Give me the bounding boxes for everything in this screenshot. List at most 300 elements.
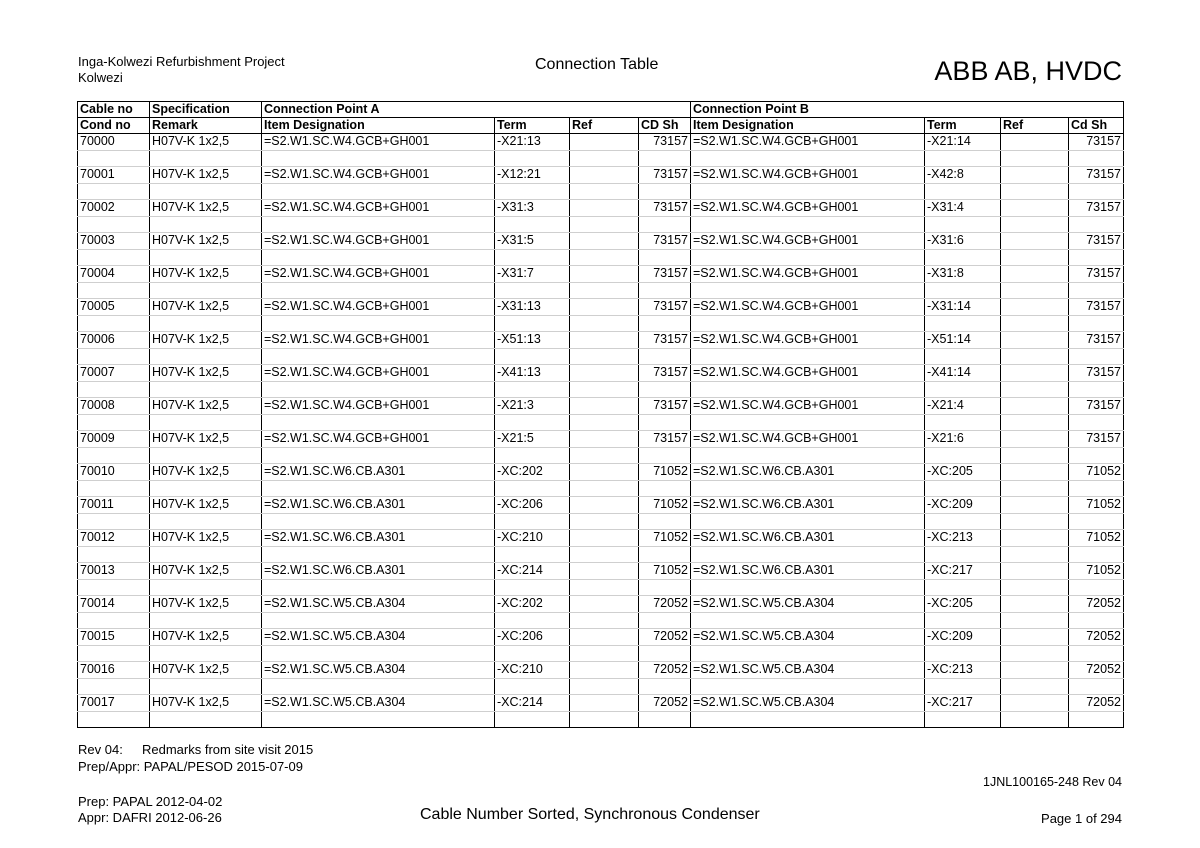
empty-cell xyxy=(78,612,150,629)
empty-cell xyxy=(570,579,639,596)
table-cell: -X21:14 xyxy=(925,134,1001,151)
empty-cell xyxy=(925,282,1001,299)
header-cell xyxy=(570,102,639,118)
empty-cell xyxy=(262,579,495,596)
empty-cell xyxy=(691,348,925,365)
table-cell: =S2.W1.SC.W4.GCB+GH001 xyxy=(262,398,495,415)
empty-cell xyxy=(691,546,925,563)
table-cell: =S2.W1.SC.W6.CB.A301 xyxy=(262,464,495,481)
table-cell xyxy=(570,365,639,382)
table-cell: H07V-K 1x2,5 xyxy=(150,497,262,514)
empty-cell xyxy=(262,315,495,332)
table-cell: 73157 xyxy=(639,134,691,151)
header-cell: Cable no xyxy=(78,102,150,118)
table-cell: -X42:8 xyxy=(925,167,1001,184)
table-cell: 73157 xyxy=(1069,167,1124,184)
table-row xyxy=(78,200,1124,217)
table-cell: 73157 xyxy=(639,299,691,316)
empty-cell xyxy=(150,480,262,497)
table-cell: H07V-K 1x2,5 xyxy=(150,332,262,349)
empty-cell xyxy=(78,348,150,365)
table-cell: 73157 xyxy=(1069,233,1124,250)
empty-cell xyxy=(262,678,495,695)
empty-cell xyxy=(1001,579,1069,596)
table-cell xyxy=(570,233,639,250)
table-cell: H07V-K 1x2,5 xyxy=(150,431,262,448)
table-cell: =S2.W1.SC.W4.GCB+GH001 xyxy=(691,398,925,415)
spacer-row xyxy=(78,678,1124,695)
empty-cell xyxy=(150,282,262,299)
table-cell: =S2.W1.SC.W5.CB.A304 xyxy=(691,695,925,712)
table-cell: -XC:213 xyxy=(925,662,1001,679)
empty-cell xyxy=(691,513,925,530)
table-row xyxy=(78,134,1124,151)
table-cell: -X21:4 xyxy=(925,398,1001,415)
table-cell: H07V-K 1x2,5 xyxy=(150,233,262,250)
empty-cell xyxy=(1001,513,1069,530)
table-cell xyxy=(570,464,639,481)
spacer-row xyxy=(78,579,1124,596)
empty-cell xyxy=(691,678,925,695)
table-cell: H07V-K 1x2,5 xyxy=(150,695,262,712)
empty-cell xyxy=(150,249,262,266)
table-cell: =S2.W1.SC.W5.CB.A304 xyxy=(262,695,495,712)
table-cell xyxy=(570,431,639,448)
empty-cell xyxy=(150,150,262,167)
table-cell: -X12:21 xyxy=(495,167,570,184)
header-cell: Connection Point A xyxy=(262,102,495,118)
empty-cell xyxy=(1001,282,1069,299)
table-cell: -X21:13 xyxy=(495,134,570,151)
empty-cell xyxy=(1069,381,1124,398)
table-cell: 71052 xyxy=(1069,530,1124,547)
empty-cell xyxy=(78,513,150,530)
table-cell: =S2.W1.SC.W5.CB.A304 xyxy=(691,596,925,613)
table-cell xyxy=(570,596,639,613)
empty-cell xyxy=(925,381,1001,398)
table-cell: -X51:13 xyxy=(495,332,570,349)
table-row xyxy=(78,299,1124,316)
table-cell: 70016 xyxy=(78,662,150,679)
empty-cell xyxy=(639,183,691,200)
table-cell: 70000 xyxy=(78,134,150,151)
header-cell: Ref xyxy=(570,118,639,134)
table-cell: =S2.W1.SC.W4.GCB+GH001 xyxy=(691,299,925,316)
table-cell: 73157 xyxy=(1069,332,1124,349)
header-cell: CD Sh xyxy=(639,118,691,134)
empty-cell xyxy=(262,546,495,563)
table-cell: -X51:14 xyxy=(925,332,1001,349)
empty-cell xyxy=(570,150,639,167)
empty-cell xyxy=(639,447,691,464)
table-cell: 70007 xyxy=(78,365,150,382)
empty-cell xyxy=(495,414,570,431)
spacer-row xyxy=(78,183,1124,200)
table-cell: 73157 xyxy=(1069,431,1124,448)
table-cell: -X31:8 xyxy=(925,266,1001,283)
empty-cell xyxy=(925,150,1001,167)
table-cell: -XC:210 xyxy=(495,530,570,547)
table-cell xyxy=(570,563,639,580)
empty-cell xyxy=(639,513,691,530)
empty-cell xyxy=(925,546,1001,563)
spacer-row xyxy=(78,447,1124,464)
empty-cell xyxy=(925,711,1001,728)
header-cell: Cond no xyxy=(78,118,150,134)
empty-cell xyxy=(691,414,925,431)
empty-cell xyxy=(1069,447,1124,464)
empty-cell xyxy=(1069,513,1124,530)
table-cell: 70008 xyxy=(78,398,150,415)
table-cell: 72052 xyxy=(1069,695,1124,712)
empty-cell xyxy=(1001,711,1069,728)
table-cell: 72052 xyxy=(639,662,691,679)
header-cell: Ref xyxy=(1001,118,1069,134)
table-cell: 71052 xyxy=(639,530,691,547)
table-row xyxy=(78,563,1124,580)
table-row xyxy=(78,695,1124,712)
empty-cell xyxy=(925,513,1001,530)
table-cell: -XC:213 xyxy=(925,530,1001,547)
spacer-row xyxy=(78,480,1124,497)
table-cell: =S2.W1.SC.W6.CB.A301 xyxy=(262,563,495,580)
table-cell: 70005 xyxy=(78,299,150,316)
table-cell xyxy=(1001,596,1069,613)
table-cell xyxy=(570,134,639,151)
empty-cell xyxy=(639,546,691,563)
empty-cell xyxy=(570,414,639,431)
header-cell: Item Designation xyxy=(691,118,925,134)
document-number: 1JNL100165-248 Rev 04 xyxy=(983,775,1122,789)
table-cell: =S2.W1.SC.W4.GCB+GH001 xyxy=(691,332,925,349)
table-cell xyxy=(570,200,639,217)
empty-cell xyxy=(925,315,1001,332)
table-cell: H07V-K 1x2,5 xyxy=(150,398,262,415)
table-cell: -XC:217 xyxy=(925,563,1001,580)
table-cell: 73157 xyxy=(639,167,691,184)
table-cell: 72052 xyxy=(639,695,691,712)
empty-cell xyxy=(495,282,570,299)
empty-cell xyxy=(1069,348,1124,365)
connection-table xyxy=(77,101,1124,728)
header-cell: Cd Sh xyxy=(1069,118,1124,134)
empty-cell xyxy=(495,678,570,695)
empty-cell xyxy=(495,513,570,530)
empty-cell xyxy=(262,348,495,365)
table-cell: =S2.W1.SC.W5.CB.A304 xyxy=(262,662,495,679)
table-cell: -XC:214 xyxy=(495,563,570,580)
table-cell: =S2.W1.SC.W4.GCB+GH001 xyxy=(691,266,925,283)
table-cell: =S2.W1.SC.W5.CB.A304 xyxy=(691,662,925,679)
empty-cell xyxy=(1069,645,1124,662)
project-name: Inga-Kolwezi Refurbishment Project xyxy=(78,54,285,69)
spacer-row xyxy=(78,645,1124,662)
table-cell xyxy=(1001,167,1069,184)
empty-cell xyxy=(639,645,691,662)
empty-cell xyxy=(570,678,639,695)
empty-cell xyxy=(639,612,691,629)
table-cell: =S2.W1.SC.W4.GCB+GH001 xyxy=(262,332,495,349)
table-row xyxy=(78,266,1124,283)
table-cell: -XC:209 xyxy=(925,497,1001,514)
revision-line xyxy=(78,741,313,758)
table-cell: 73157 xyxy=(1069,134,1124,151)
empty-cell xyxy=(150,579,262,596)
table-cell xyxy=(1001,629,1069,646)
table-body xyxy=(78,102,1124,728)
table-cell: =S2.W1.SC.W6.CB.A301 xyxy=(691,563,925,580)
spacer-row xyxy=(78,249,1124,266)
table-cell xyxy=(570,167,639,184)
empty-cell xyxy=(639,150,691,167)
table-cell: 71052 xyxy=(639,563,691,580)
empty-cell xyxy=(691,711,925,728)
spacer-row xyxy=(78,513,1124,530)
empty-cell xyxy=(1001,447,1069,464)
spacer-row xyxy=(78,348,1124,365)
table-cell: 70006 xyxy=(78,332,150,349)
table-cell: -X31:5 xyxy=(495,233,570,250)
empty-cell xyxy=(78,381,150,398)
empty-cell xyxy=(262,645,495,662)
empty-cell xyxy=(150,414,262,431)
table-cell: 70014 xyxy=(78,596,150,613)
empty-cell xyxy=(78,645,150,662)
empty-cell xyxy=(925,414,1001,431)
header-cell xyxy=(639,102,691,118)
table-cell: H07V-K 1x2,5 xyxy=(150,299,262,316)
empty-cell xyxy=(150,183,262,200)
table-cell xyxy=(570,266,639,283)
empty-cell xyxy=(570,282,639,299)
empty-cell xyxy=(150,678,262,695)
table-cell: -XC:206 xyxy=(495,497,570,514)
empty-cell xyxy=(1069,579,1124,596)
table-cell xyxy=(1001,563,1069,580)
table-cell: H07V-K 1x2,5 xyxy=(150,464,262,481)
empty-cell xyxy=(570,381,639,398)
empty-cell xyxy=(1001,678,1069,695)
table-cell: H07V-K 1x2,5 xyxy=(150,200,262,217)
table-cell xyxy=(1001,266,1069,283)
table-cell: =S2.W1.SC.W4.GCB+GH001 xyxy=(262,233,495,250)
table-cell: =S2.W1.SC.W5.CB.A304 xyxy=(262,596,495,613)
empty-cell xyxy=(495,645,570,662)
table-cell xyxy=(1001,200,1069,217)
table-cell: H07V-K 1x2,5 xyxy=(150,167,262,184)
table-cell: =S2.W1.SC.W5.CB.A304 xyxy=(262,629,495,646)
table-cell: =S2.W1.SC.W4.GCB+GH001 xyxy=(262,365,495,382)
prep-appr-line: Prep/Appr: PAPAL/PESOD 2015-07-09 xyxy=(78,759,303,774)
empty-cell xyxy=(1001,183,1069,200)
empty-cell xyxy=(262,381,495,398)
table-cell: 70013 xyxy=(78,563,150,580)
table-cell: 73157 xyxy=(1069,398,1124,415)
table-cell: 70004 xyxy=(78,266,150,283)
table-cell xyxy=(1001,695,1069,712)
header-cell: Specification xyxy=(150,102,262,118)
table-cell: 73157 xyxy=(1069,299,1124,316)
table-cell: 70017 xyxy=(78,695,150,712)
table-cell: =S2.W1.SC.W4.GCB+GH001 xyxy=(691,431,925,448)
prep-block xyxy=(78,794,222,826)
empty-cell xyxy=(1069,612,1124,629)
revision-label: Rev 04: xyxy=(78,742,123,757)
table-cell: -X31:6 xyxy=(925,233,1001,250)
table-cell xyxy=(570,695,639,712)
empty-cell xyxy=(639,480,691,497)
empty-cell xyxy=(691,645,925,662)
table-cell: H07V-K 1x2,5 xyxy=(150,563,262,580)
empty-cell xyxy=(150,546,262,563)
table-cell: =S2.W1.SC.W6.CB.A301 xyxy=(262,530,495,547)
table-cell: -X21:6 xyxy=(925,431,1001,448)
empty-cell xyxy=(495,579,570,596)
empty-cell xyxy=(691,183,925,200)
table-row xyxy=(78,530,1124,547)
empty-cell xyxy=(1001,249,1069,266)
table-cell: 73157 xyxy=(639,233,691,250)
empty-cell xyxy=(1069,711,1124,728)
empty-cell xyxy=(150,216,262,233)
table-cell xyxy=(1001,299,1069,316)
empty-cell xyxy=(639,249,691,266)
empty-cell xyxy=(691,150,925,167)
table-cell xyxy=(570,629,639,646)
table-cell: =S2.W1.SC.W6.CB.A301 xyxy=(691,464,925,481)
empty-cell xyxy=(639,711,691,728)
empty-cell xyxy=(78,447,150,464)
table-cell xyxy=(570,332,639,349)
table-cell xyxy=(570,398,639,415)
table-cell: =S2.W1.SC.W4.GCB+GH001 xyxy=(691,233,925,250)
table-row xyxy=(78,596,1124,613)
table-row xyxy=(78,629,1124,646)
table-cell: 73157 xyxy=(639,431,691,448)
empty-cell xyxy=(639,579,691,596)
empty-cell xyxy=(78,282,150,299)
header-row xyxy=(78,102,1124,118)
spacer-row xyxy=(78,381,1124,398)
empty-cell xyxy=(691,216,925,233)
empty-cell xyxy=(1001,150,1069,167)
table-cell: 73157 xyxy=(1069,200,1124,217)
table-cell: -XC:205 xyxy=(925,464,1001,481)
table-cell xyxy=(570,497,639,514)
empty-cell xyxy=(262,282,495,299)
empty-cell xyxy=(570,249,639,266)
table-cell: H07V-K 1x2,5 xyxy=(150,596,262,613)
empty-cell xyxy=(691,579,925,596)
empty-cell xyxy=(78,414,150,431)
table-cell xyxy=(1001,530,1069,547)
empty-cell xyxy=(570,480,639,497)
table-cell xyxy=(570,662,639,679)
empty-cell xyxy=(495,183,570,200)
spacer-row xyxy=(78,216,1124,233)
empty-cell xyxy=(150,381,262,398)
table-cell: -XC:205 xyxy=(925,596,1001,613)
table-cell xyxy=(1001,464,1069,481)
footer-title: Cable Number Sorted, Synchronous Condenser xyxy=(420,806,760,823)
empty-cell xyxy=(150,447,262,464)
table-cell: -X41:14 xyxy=(925,365,1001,382)
empty-cell xyxy=(1069,282,1124,299)
revision-block xyxy=(78,741,313,775)
empty-cell xyxy=(639,315,691,332)
spacer-row xyxy=(78,546,1124,563)
empty-cell xyxy=(78,216,150,233)
empty-cell xyxy=(78,480,150,497)
empty-cell xyxy=(1069,414,1124,431)
table-cell: =S2.W1.SC.W4.GCB+GH001 xyxy=(262,200,495,217)
table-cell: 72052 xyxy=(639,629,691,646)
company-name: ABB AB, HVDC xyxy=(934,56,1122,86)
empty-cell xyxy=(639,216,691,233)
table-cell: 70011 xyxy=(78,497,150,514)
empty-cell xyxy=(150,612,262,629)
empty-cell xyxy=(639,282,691,299)
empty-cell xyxy=(495,447,570,464)
empty-cell xyxy=(691,381,925,398)
table-cell: -XC:210 xyxy=(495,662,570,679)
empty-cell xyxy=(150,645,262,662)
empty-cell xyxy=(78,579,150,596)
header-cell xyxy=(1069,102,1124,118)
table-cell: -XC:202 xyxy=(495,596,570,613)
empty-cell xyxy=(925,612,1001,629)
table-cell: 70010 xyxy=(78,464,150,481)
empty-cell xyxy=(570,216,639,233)
table-cell: -XC:209 xyxy=(925,629,1001,646)
header-cell: Term xyxy=(495,118,570,134)
empty-cell xyxy=(78,249,150,266)
empty-cell xyxy=(495,315,570,332)
header-cell: Remark xyxy=(150,118,262,134)
empty-cell xyxy=(691,282,925,299)
empty-cell xyxy=(1001,381,1069,398)
table-row xyxy=(78,464,1124,481)
empty-cell xyxy=(495,249,570,266)
empty-cell xyxy=(691,447,925,464)
empty-cell xyxy=(1001,216,1069,233)
empty-cell xyxy=(691,249,925,266)
empty-cell xyxy=(639,348,691,365)
empty-cell xyxy=(150,711,262,728)
table-cell: 71052 xyxy=(1069,497,1124,514)
empty-cell xyxy=(570,612,639,629)
empty-cell xyxy=(1001,315,1069,332)
spacer-row xyxy=(78,612,1124,629)
empty-cell xyxy=(1001,546,1069,563)
table-cell xyxy=(1001,365,1069,382)
table-cell: H07V-K 1x2,5 xyxy=(150,266,262,283)
empty-cell xyxy=(691,315,925,332)
empty-cell xyxy=(1069,150,1124,167)
empty-cell xyxy=(262,711,495,728)
header-cell: Item Designation xyxy=(262,118,495,134)
table-cell: =S2.W1.SC.W4.GCB+GH001 xyxy=(691,167,925,184)
empty-cell xyxy=(925,249,1001,266)
table-cell: =S2.W1.SC.W4.GCB+GH001 xyxy=(691,134,925,151)
table-cell: -X31:13 xyxy=(495,299,570,316)
table-cell: 73157 xyxy=(639,398,691,415)
table-cell: 72052 xyxy=(1069,596,1124,613)
empty-cell xyxy=(639,678,691,695)
table-cell xyxy=(1001,332,1069,349)
table-cell: =S2.W1.SC.W4.GCB+GH001 xyxy=(691,365,925,382)
empty-cell xyxy=(262,216,495,233)
